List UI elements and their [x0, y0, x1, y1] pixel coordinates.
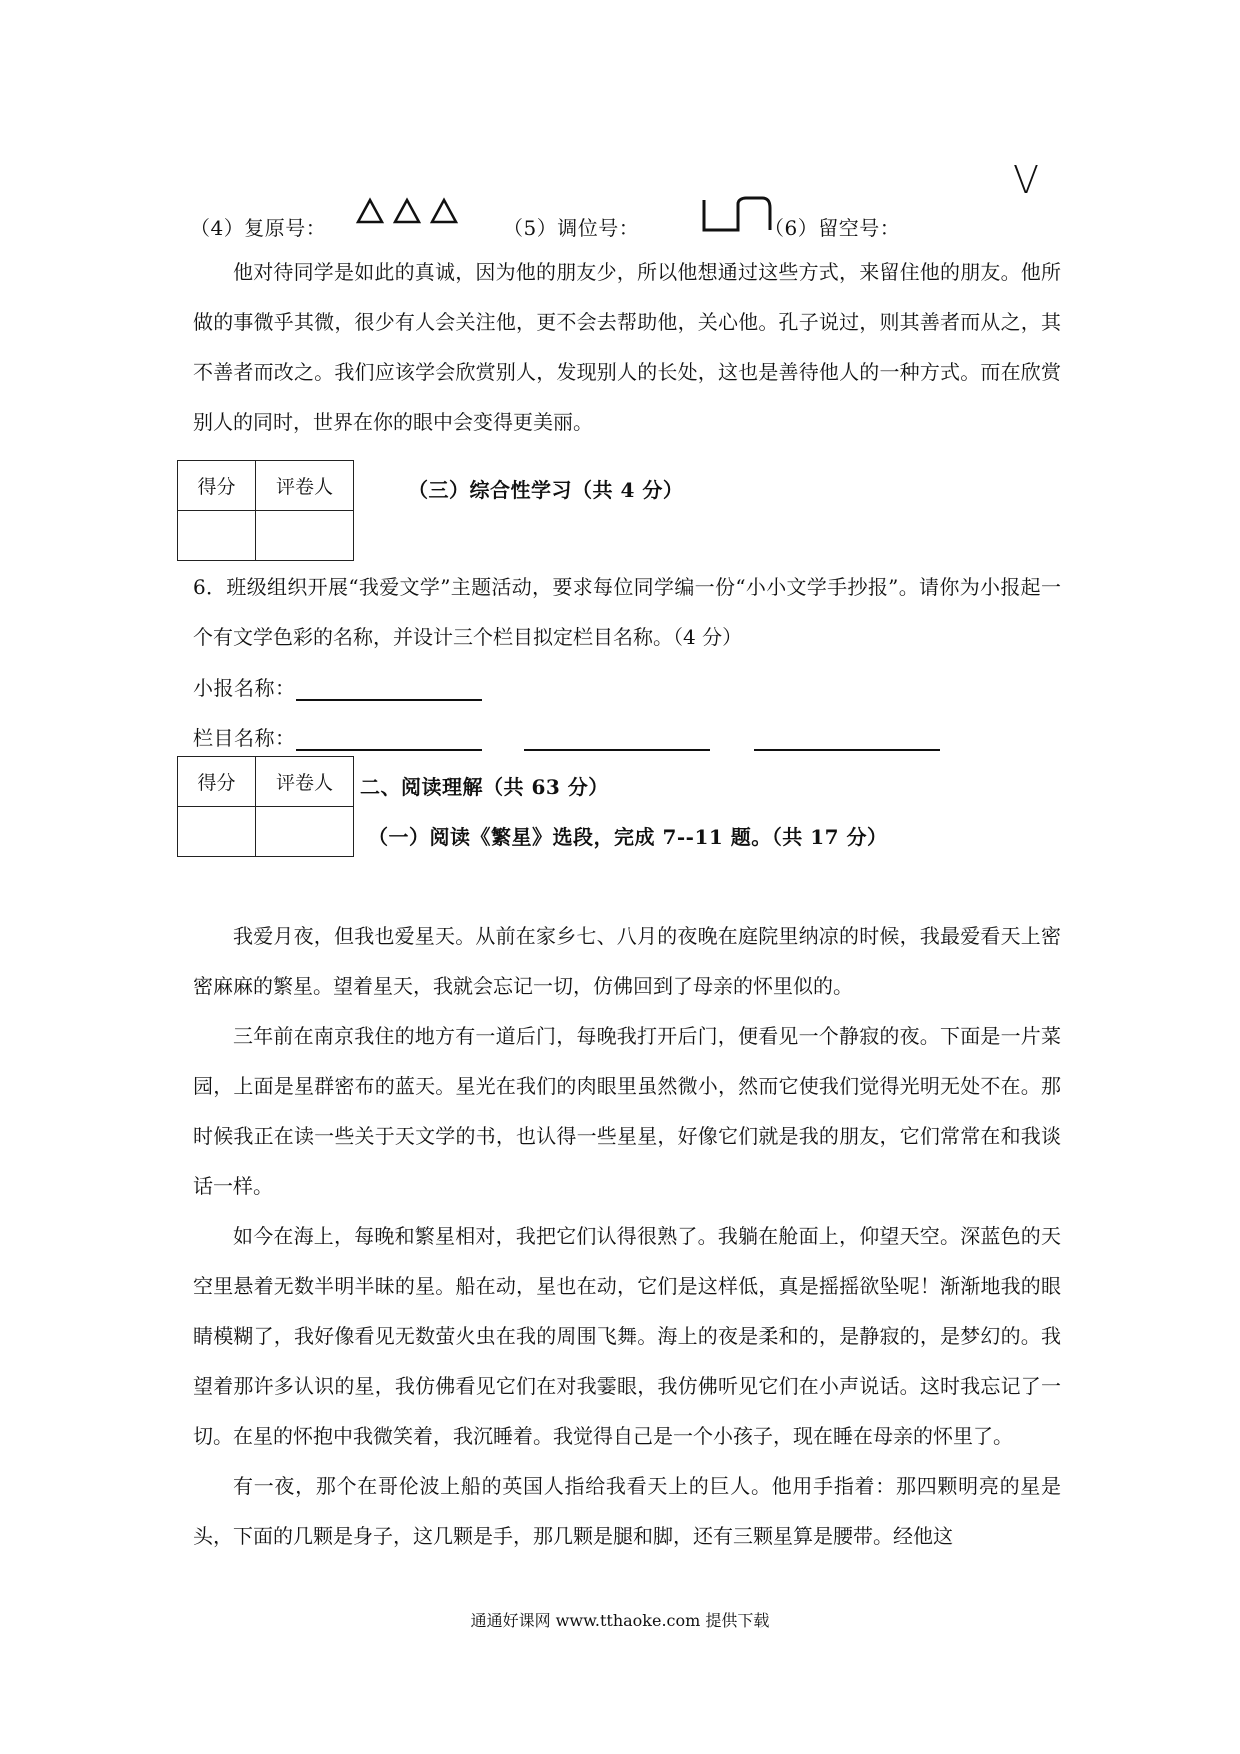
- score-header: 得分: [178, 757, 256, 807]
- corner-check-mark: V: [1013, 158, 1039, 202]
- column-name-label: 栏目名称：: [193, 726, 296, 750]
- column-name-blank-2[interactable]: [524, 727, 710, 751]
- question-6: [193, 562, 1061, 662]
- grader-cell[interactable]: [256, 807, 354, 857]
- column-name-row: [193, 722, 940, 751]
- score-cell[interactable]: [178, 807, 256, 857]
- page-footer: 通通好课网 www.tthaoke.com 提供下载: [470, 1611, 770, 1630]
- grader-header: 评卷人: [256, 757, 354, 807]
- column-name-blank-1[interactable]: [296, 727, 482, 751]
- section3-title: （三）综合性学习（共 4 分）: [408, 478, 684, 502]
- restore-mark-label: （4）复原号：: [190, 216, 327, 240]
- newspaper-name-label: 小报名称：: [193, 676, 296, 700]
- part2-title: 二、阅读理解（共 63 分）: [360, 775, 609, 799]
- passage-paragraph-3: 如今在海上，每晚和繁星相对，我把它们认得很熟了。我躺在舱面上，仰望天空。深蓝色的天空里悬着无数半明半昧的星。船在动，星也在动，它们是这样低，真是摇摇欲坠呢！渐渐地我的眼睛模糊了，我好像看见无数萤火虫在我的周围飞舞。海上的夜是柔和的，是静寂的，是梦幻的。我望着那许多认识的星，我仿佛看见它们在对我霎眼，我仿佛听见它们在小声说话。这时我忘记了一切。在星的怀抱中我微笑着，我沉睡着。我觉得自己是一个小孩子，现在睡在母亲的怀里了。: [193, 1224, 1061, 1448]
- score-cell[interactable]: [178, 511, 256, 561]
- transpose-mark-icon: [698, 196, 774, 236]
- paragraph-friends: [193, 247, 1061, 447]
- paragraph-text: 他对待同学是如此的真诚，因为他的朋友少，所以他想通过这些方式，来留住他的朋友。他所做的事微乎其微，很少有人会关注他，更不会去帮助他，关心他。孔子说过，则其善者而从之，其不善者而改之。我们应该学会欣赏别人，发现别人的长处，这也是善待他人的一种方式。而在欣赏别人的同时，世界在你的眼中会变得更美丽。: [193, 260, 1061, 434]
- reading1-title: （一）阅读《繁星》选段，完成 7--11 题。（共 17 分）: [368, 825, 888, 849]
- transpose-mark-label: （5）调位号：: [503, 216, 640, 240]
- blank-mark-label: （6）留空号：: [764, 216, 901, 240]
- grader-header: 评卷人: [256, 461, 354, 511]
- score-table-2: [177, 756, 354, 857]
- column-name-blank-3[interactable]: [754, 727, 940, 751]
- passage-fanxing: [193, 911, 1061, 1561]
- passage-paragraph-1: 我爱月夜，但我也爱星天。从前在家乡七、八月的夜晚在庭院里纳凉的时候，我最爱看天上密密麻麻的繁星。望着星天，我就会忘记一切，仿佛回到了母亲的怀里似的。: [193, 924, 1061, 998]
- newspaper-name-row: [193, 672, 482, 701]
- score-table: [177, 460, 354, 561]
- passage-paragraph-4: 有一夜，那个在哥伦波上船的英国人指给我看天上的巨人。他用手指着：那四颗明亮的星是头，下面的几颗是身子，这几颗是手，那几颗是腿和脚，还有三颗星算是腰带。经他这: [193, 1474, 1061, 1548]
- score-header: 得分: [178, 461, 256, 511]
- restore-triangles-icon: [355, 196, 465, 226]
- grader-cell[interactable]: [256, 511, 354, 561]
- question-6-text: 6．班级组织开展“我爱文学”主题活动，要求每位同学编一份“小小文学手抄报”。请你为小报起一个有文学色彩的名称，并设计三个栏目拟定栏目名称。（4 分）: [193, 575, 1061, 649]
- passage-paragraph-2: 三年前在南京我住的地方有一道后门，每晚我打开后门，便看见一个静寂的夜。下面是一片菜园，上面是星群密布的蓝天。星光在我们的肉眼里虽然微小，然而它使我们觉得光明无处不在。那时候我正在读一些关于天文学的书，也认得一些星星，好像它们就是我的朋友，它们常常在和我谈话一样。: [193, 1024, 1061, 1198]
- newspaper-name-blank[interactable]: [296, 677, 482, 701]
